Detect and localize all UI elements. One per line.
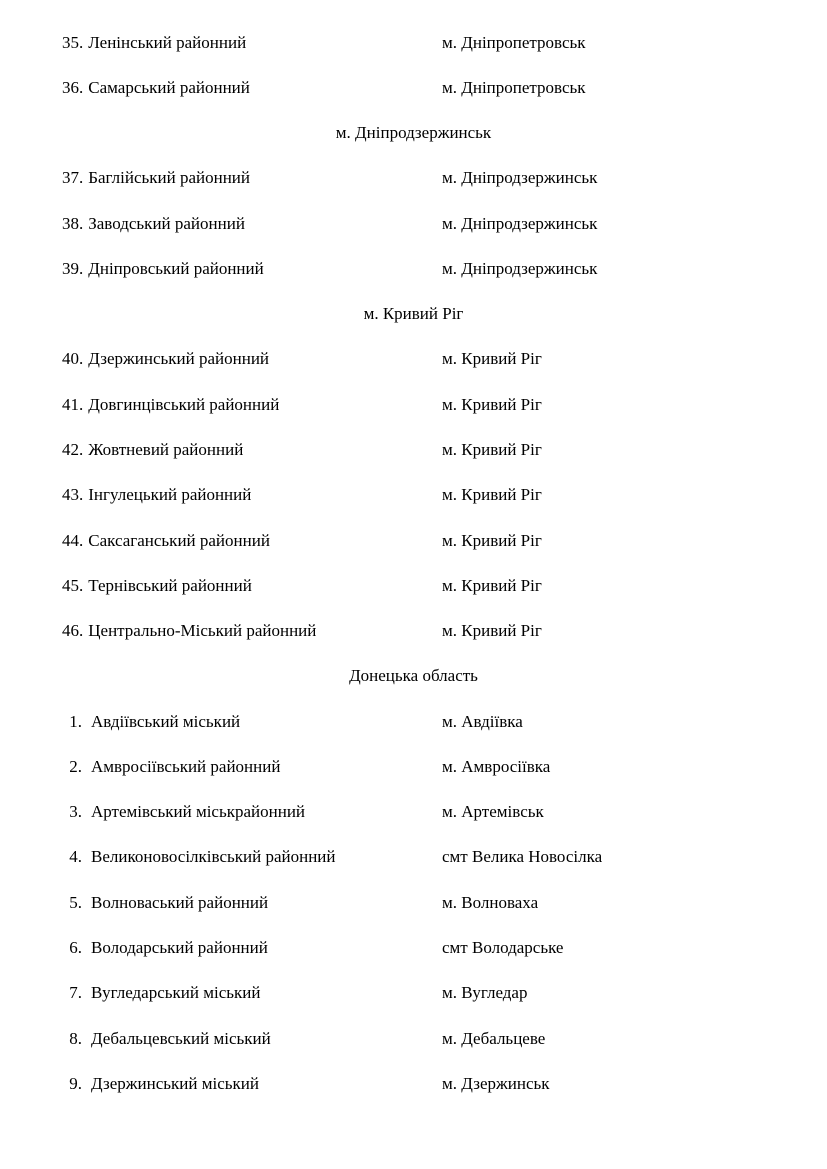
court-label: Авдіївський міський [91,712,241,731]
list-item [0,801,827,823]
list-item [0,575,827,597]
list-item [0,258,827,280]
court-name [62,484,251,506]
court-name [62,711,240,733]
court-label: Саксаганський районний [88,531,270,550]
court-label: Дніпровський районний [88,259,264,278]
list-item [0,1073,827,1095]
court-name [62,348,269,370]
court-label: Дебальцевський міський [91,1029,271,1048]
court-label: Тернівський районний [88,576,252,595]
item-number: 5. [69,893,82,912]
list-item [0,530,827,552]
court-city: м. Дніпродзержинськ [442,168,598,187]
court-label: Баглійський районний [88,168,251,187]
court-city: м. Кривий Ріг [442,485,542,504]
list-item [0,1028,827,1050]
list-item [0,394,827,416]
item-number: 9. [69,1074,82,1093]
item-number: 37. [62,168,84,187]
court-name [62,167,250,189]
court-city: м. Кривий Ріг [442,395,542,414]
list-item [0,213,827,235]
court-city: м. Дніпропетровськ [442,33,586,52]
item-number: 1. [69,712,82,731]
item-number: 4. [69,847,82,866]
list-item [0,484,827,506]
court-name [62,32,246,54]
court-name [62,439,243,461]
item-number: 39. [62,259,84,278]
court-name [62,575,252,597]
court-label: Вугледарський міський [91,983,261,1002]
court-label: Центрально-Міський районний [88,621,317,640]
court-label: Ленінський районний [88,33,247,52]
court-city: м. Дзержинськ [442,1074,550,1093]
item-number: 45. [62,576,84,595]
item-number: 42. [62,440,84,459]
court-city: м. Кривий Ріг [442,349,542,368]
item-number: 41. [62,395,84,414]
list-item [0,711,827,733]
court-label: Володарський районний [91,938,268,957]
list-item [0,167,827,189]
item-number: 44. [62,531,84,550]
court-city: м. Волноваха [442,893,539,912]
item-number: 6. [69,938,82,957]
court-city: смт Володарське [442,938,564,957]
court-name [62,846,336,868]
court-label: Інгулецький районний [88,485,252,504]
court-name [62,394,279,416]
item-number: 40. [62,349,84,368]
list-item [0,756,827,778]
item-number: 36. [62,78,84,97]
court-label: Амвросіївський районний [91,757,281,776]
item-number: 3. [69,802,82,821]
court-label: Артемівський міськрайонний [91,802,306,821]
section-heading: м. Дніпродзержинськ [335,123,492,142]
court-city: м. Дніпропетровськ [442,78,586,97]
court-city: м. Авдіївка [442,712,523,731]
court-city: м. Вугледар [442,983,528,1002]
court-name [62,213,245,235]
item-number: 38. [62,214,84,233]
court-name [62,620,316,642]
court-name [62,756,280,778]
court-city: м. Кривий Ріг [442,621,542,640]
court-city: м. Дніпродзержинськ [442,214,598,233]
item-number: 8. [69,1029,82,1048]
section-heading: м. Кривий Ріг [363,304,464,323]
list-item [0,348,827,370]
court-label: Жовтневий районний [88,440,244,459]
item-number: 46. [62,621,84,640]
court-name [62,982,260,1004]
court-name [62,1028,271,1050]
list-item [0,846,827,868]
court-city: м. Кривий Ріг [442,531,542,550]
court-city: м. Кривий Ріг [442,576,542,595]
list-item [0,32,827,54]
item-number: 35. [62,33,84,52]
list-item [0,892,827,914]
list-item [0,439,827,461]
court-name [62,258,264,280]
list-item [0,982,827,1004]
item-number: 43. [62,485,84,504]
list-item [0,937,827,959]
item-number: 2. [69,757,82,776]
court-label: Заводський районний [88,214,245,233]
section-heading: Донецька область [349,666,478,685]
court-label: Самарський районний [88,78,250,97]
court-label: Волноваський районний [91,893,269,912]
court-label: Довгинцівський районний [88,395,280,414]
court-city: м. Дебальцеве [442,1029,546,1048]
list-item [0,620,827,642]
court-name [62,937,268,959]
court-name [62,530,270,552]
court-city: смт Велика Новосілка [442,847,603,866]
court-name [62,892,268,914]
court-label: Дзержинський районний [88,349,270,368]
court-name [62,801,305,823]
court-city: м. Кривий Ріг [442,440,542,459]
court-city: м. Дніпродзержинськ [442,259,598,278]
court-label: Великоновосілківський районний [91,847,336,866]
court-city: м. Амвросіївка [442,757,551,776]
court-name [62,1073,259,1095]
court-name [62,77,250,99]
court-city: м. Артемівськ [442,802,544,821]
list-item [0,77,827,99]
court-label: Дзержинський міський [91,1074,259,1093]
item-number: 7. [69,983,82,1002]
